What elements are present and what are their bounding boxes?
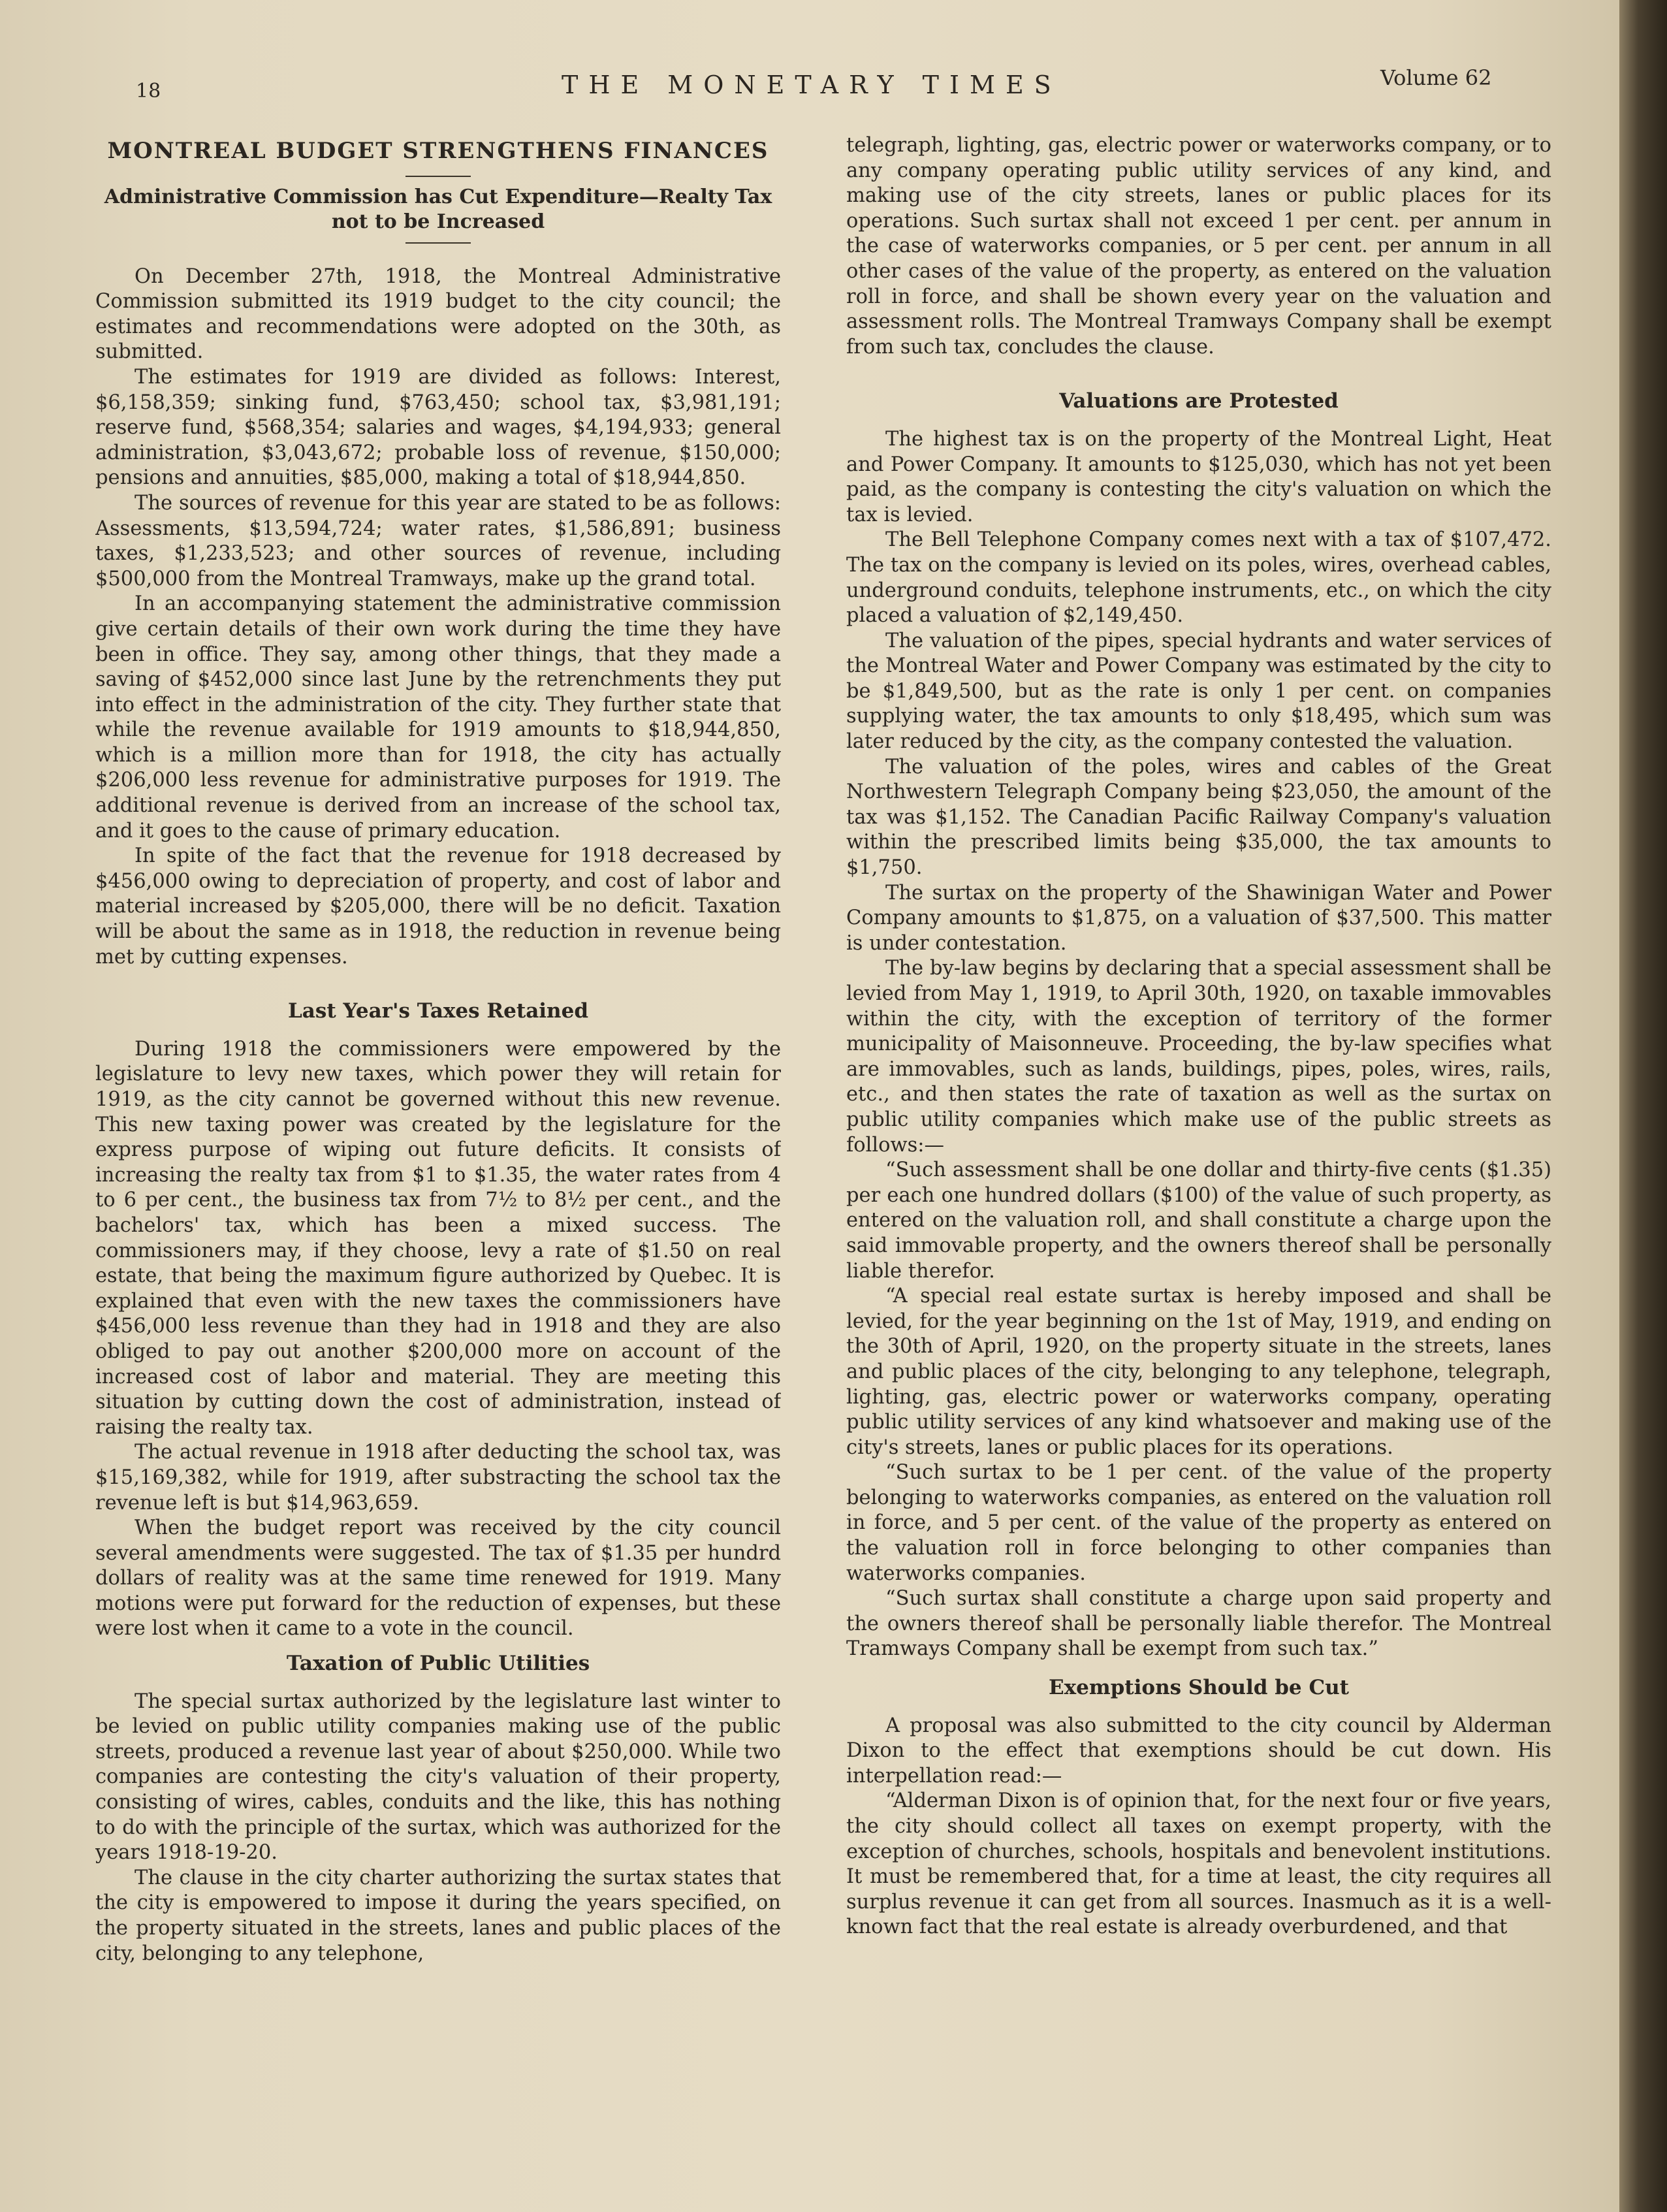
article-paragraph: The valuation of the poles, wires and cables of the Great Northwestern Telegraph Company being $23,050, the amount of the tax was $1,152. The Canadian Pacific Railway Company's valuation within the prescribed limits being $35,000, the tax amounts to $1,750. xyxy=(846,755,1551,880)
page-header xyxy=(0,65,1619,104)
article-paragraph: The actual revenue in 1918 after deducting the school tax, was $15,169,382, while for 1919, after substracting the school tax the revenue left is but $14,963,659. xyxy=(95,1441,781,1515)
page-binding-shadow xyxy=(1619,0,1667,2212)
divider-rule xyxy=(405,242,471,244)
volume-label: Volume 62 xyxy=(1380,65,1492,90)
article-paragraph: The valuation of the pipes, special hydrants and water services of the Montreal Water and Power Company was estimated by the city to be $1,849,500, but as the rate is only 1 per cent. on companies supplying water, the tax amounts to only $18,495, which sum was later reduced by the city, as the company contested the valuation. xyxy=(846,629,1551,754)
article-paragraph: During 1918 the commissioners were empowered by the legislature to levy new taxes, which power they will retain for 1919, as the city cannot be governed without this new revenue. This new taxing power was created by the legislature for the express purpose of wiping out future deficits. It consists of increasing the realty tax from $1 to $1.35, the water rates from 4 to 6 per cent., the business tax from 7½ to 8½ per cent., and the bachelors' tax, which has been a mixed success. The commissioners may, if they choose, levy a rate of $1.50 on real estate, that being the maximum figure authorized by Quebec. It is explained that even with the new taxes the commissioners have $456,000 less revenue than they had in 1918 and they are also obliged to pay out another $200,000 more on account of the increased cost of labor and material. They are meeting this situation by cutting down the cost of administration, instead of raising the realty tax. xyxy=(95,1037,781,1439)
article-paragraph: The surtax on the property of the Shawinigan Water and Power Company amounts to $1,875, on a valuation of $37,500. This matter is under contestation. xyxy=(846,881,1551,955)
section-heading-exemptions: Exemptions Should be Cut xyxy=(1049,1676,1349,1700)
article-paragraph: The Bell Telephone Company comes next with a tax of $107,472. The tax on the company is levied on its poles, wires, overhead cables, underground conduits, telephone instruments, etc., on which the city placed a valuation of $2,149,450. xyxy=(846,528,1551,628)
section-heading-valuations: Valuations are Protested xyxy=(1059,389,1339,413)
article-paragraph: “Alderman Dixon is of opinion that, for the next four or five years, the city should collect all taxes on exempt property, with the exception of churches, schools, hospitals and benevolent institutions. It must be remembered that, for a time at least, the city requires all surplus revenue it can get from all sources. Inasmuch as it is a well-known fact that the real estate is already overburdened, and that xyxy=(846,1789,1551,1939)
article-paragraph: The special surtax authorized by the legislature last winter to be levied on public utility companies making use of the public streets, produced a revenue last year of about $250,000. While two companies are contesting the city's valuation of their property, consisting of wires, cables, conduits and the like, this has nothing to do with the principle of the surtax, which was authorized for the years 1918-19-20. xyxy=(95,1690,781,1865)
article-paragraph: On December 27th, 1918, the Montreal Administrative Commission submitted its 1919 budget to the city council; the estimates and recommendations were adopted on the 30th, as submitted. xyxy=(95,264,781,364)
right-column xyxy=(846,133,1551,2092)
article-paragraph: A proposal was also submitted to the city council by Alderman Dixon to the effect that exemptions should be cut down. His interpellation read:— xyxy=(846,1714,1551,1787)
article-paragraph: “Such assessment shall be one dollar and thirty-five cents ($1.35) per each one hundred dollars ($100) of the value of such property, as entered on the valuation roll, and shall constitute a charge upon the said immovable property, and the owners thereof shall be personally liable therefor. xyxy=(846,1159,1551,1283)
article-paragraph: The by-law begins by declaring that a special assessment shall be levied from May 1, 1919, to April 30th, 1920, on taxable immovables within the city, with the exception of territory of the former municipality of Maisonneuve. Proceeding, the by-law specifies what are immovables, such as lands, buildings, pipes, poles, wires, rails, etc., and then states the rate of taxation as well as the surtax on public utility companies which make use of the public streets as follows:— xyxy=(846,957,1551,1157)
article-paragraph-continued: telegraph, lighting, gas, electric power or waterworks company, or to any company operating public utility services of any kind, and making use of the city streets, lanes or public places for its operations. Such surtax shall not exceed 1 per cent. per annum in the case of waterworks companies, or 5 per cent. per annum in all other cases of the value of the property, as entered on the valuation roll in force, and shall be shown every year on the valuation and assessment rolls. The Montreal Tramways Company shall be exempt from such tax, concludes the clause. xyxy=(846,134,1551,359)
article-paragraph: The clause in the city charter authorizing the surtax states that the city is empowered to impose it during the years specified, on the property situated in the streets, lanes and public places of the city, belonging to any telephone, xyxy=(95,1866,781,1965)
article-headline: MONTREAL BUDGET STRENGTHENS FINANCES xyxy=(107,138,769,164)
article-paragraph: The estimates for 1919 are divided as follows: Interest, $6,158,359; sinking fund, $763,450; school tax, $3,981,191; reserve fund, $568,354; salaries and wages, $4,194,933; general administration, $3,043,672; probable loss of revenue, $150,000; pensions and annuities, $85,000, making a total of $18,944,850. xyxy=(95,365,781,490)
article-paragraph: “Such surtax to be 1 per cent. of the value of the property belonging to waterworks companies, as entered on the valuation roll in force, and 5 per cent. of the value of the property as entered on the valuation roll in force belonging to other companies than waterworks companies. xyxy=(846,1461,1551,1585)
section-heading-utilities: Taxation of Public Utilities xyxy=(286,1652,590,1676)
article-paragraph: In an accompanying statement the administrative commission give certain details of their own work during the time they have been in office. They say, among other things, that they made a saving of $452,000 since last June by the retrenchments they put into effect in the administration of the city. They further state that while the revenue available for 1919 amounts to $18,944,850, which is a million more than for 1918, the city has actually $206,000 less revenue for administrative purposes for 1919. The additional revenue is derived from an increase of the school tax, and it goes to the cause of primary education. xyxy=(95,592,781,842)
page-number: 18 xyxy=(136,80,161,103)
section-heading-last-year: Last Year's Taxes Retained xyxy=(287,999,588,1023)
article-paragraph: When the budget report was received by the city council several amendments were suggested. The tax of $1.35 per hundrd dollars of reality was at the same time renewed for 1919. Many motions were put forward for the reduction of expenses, but these were lost when it came to a vote in the council. xyxy=(95,1516,781,1641)
divider-rule xyxy=(405,176,471,177)
article-paragraph: The sources of revenue for this year are stated to be as follows: Assessments, $13,594,724; water rates, $1,586,891; business taxes, $1,233,523; and other sources of revenue, including $500,000 from the Montreal Tramways, make up the grand total. xyxy=(95,491,781,590)
article-paragraph: The highest tax is on the property of the Montreal Light, Heat and Power Company. It amounts to $125,030, which has not yet been paid, as the company is contesting the city's valuation on which the tax is levied. xyxy=(846,427,1551,526)
running-title: THE MONETARY TIMES xyxy=(562,71,1062,99)
left-column xyxy=(95,133,781,2092)
article-paragraph: “A special real estate surtax is hereby imposed and shall be levied, for the year beginning on the 1st of May, 1919, and ending on the 30th of April, 1920, on the property situate in the streets, lanes and public places of the city, belonging to any telephone, telegraph, lighting, gas, electric power or waterworks company, operating public utility services of any kind whatsoever and making use of the city's streets, lanes or public places for its operations. xyxy=(846,1285,1551,1459)
article-paragraph: In spite of the fact that the revenue for 1918 decreased by $456,000 owing to depreciation of property, and cost of labor and material increased by $205,000, there will be no deficit. Taxation will be about the same as in 1918, the reduction in revenue being met by cutting expenses. xyxy=(95,844,781,969)
article-paragraph: “Such surtax shall constitute a charge upon said property and the owners thereof shall be personally liable therefor. The Montreal Tramways Company shall be exempt from such tax.” xyxy=(846,1587,1551,1661)
article-subheadline: Administrative Commission has Cut Expenditure—Realty Tax not to be Increased xyxy=(104,185,772,233)
